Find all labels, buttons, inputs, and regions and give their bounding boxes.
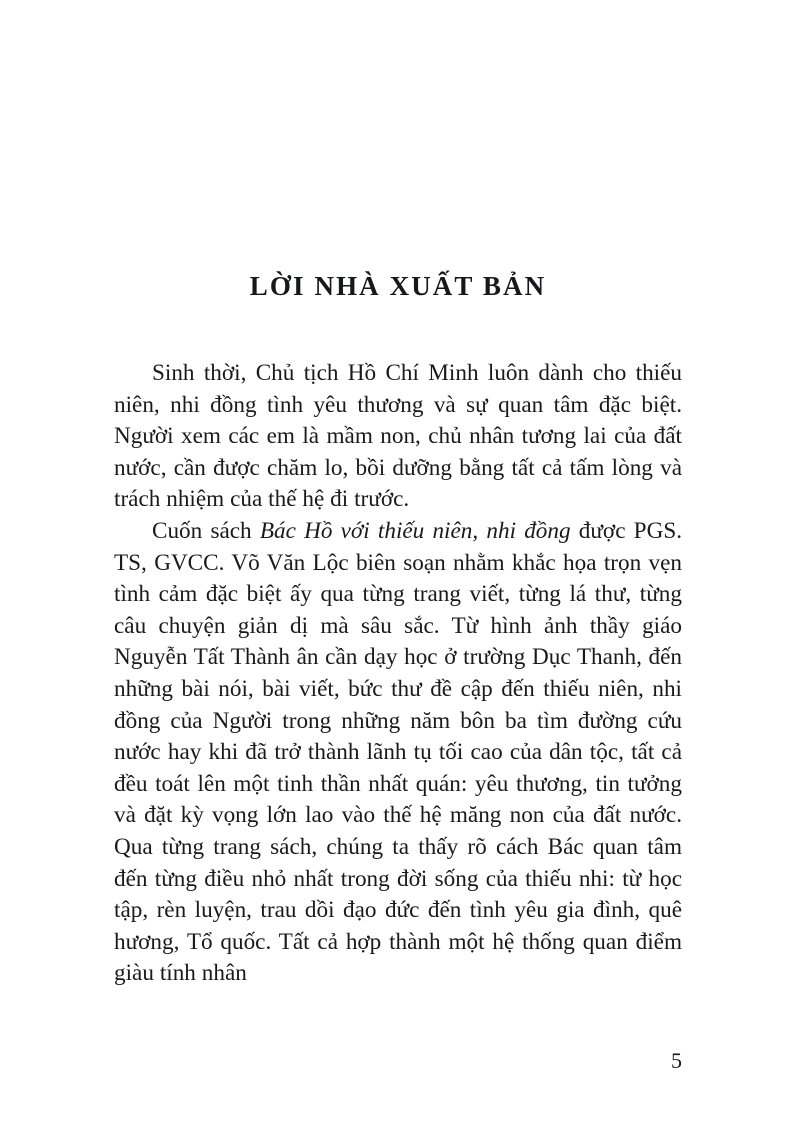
page-number: 5 [671,1048,682,1073]
book-title-italic: Bác Hồ với thiếu niên, nhi đồng [259,517,571,544]
paragraph-text-tail: được PGS. TS, GVCC. Võ Văn Lộc biên soạn nhằm khắc họa trọn vẹn tình cảm đặc biệt ấy qua từng trang viết, từng lá thư, từng câu chuyện giản dị mà sâu sắc. Từ hình ảnh thầy giáo Nguyễn Tất Thành ân cần dạy học ở trường Dục Thanh, đến những bài nói, bài viết, bức thư đề cập đến thiếu niên, nhi đồng của Người trong những năm bôn ba tìm đường cứu nước hay khi đã trở thành lãnh tụ tối cao của dân tộc, tất cả đều toát lên một tinh thần nhất quán: yêu thương, tin tưởng và đặt kỳ vọng lớn lao vào thế hệ măng non của đất nước. Qua từng trang sách, chúng ta thấy rõ cách Bác quan tâm đến từng điều nhỏ nhất trong đời sống của thiếu nhi: từ học tập, rèn luyện, trau dồi đạo đức đến tình yêu gia đình, quê hương, Tổ quốc. Tất cả hợp thành một hệ thống quan điểm giàu tính nhân [114,517,683,987]
paragraph-book-description [114,516,682,990]
page-title: LỜI NHÀ XUẤT BẢN [249,271,547,301]
paragraph-text-lead: Cuốn sách [152,517,260,544]
paragraph-intro: Sinh thời, Chủ tịch Hồ Chí Minh luôn dành cho thiếu niên, nhi đồng tình yêu thương và sự quan tâm đặc biệt. Người xem các em là mầm non, chủ nhân tương lai của đất nước, cần được chăm lo, bồi dưỡng bằng tất cả tấm lòng và trách nhiệm của thế hệ đi trước. [114,360,682,513]
body-text-block [114,358,682,990]
